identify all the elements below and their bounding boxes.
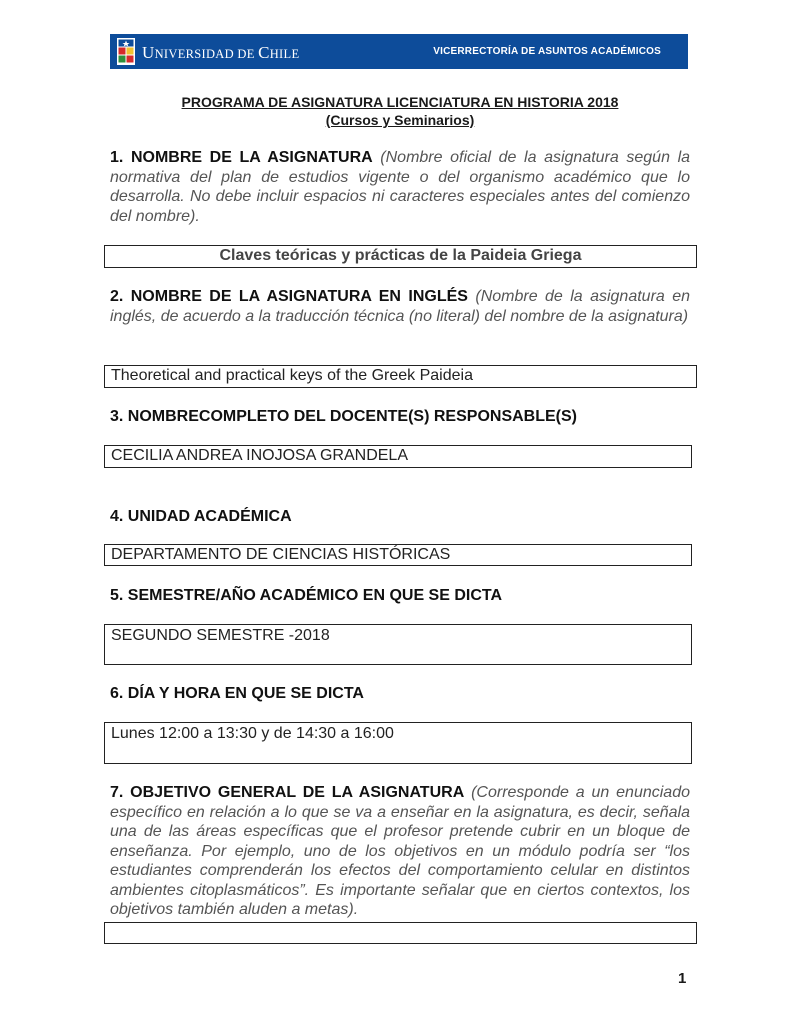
section-1-heading: 1. NOMBRE DE LA ASIGNATURA (Nombre oficial de la asignatura según la normativa del plan de estudios vigente o del organismo académico que lo desarrolla. No debe incluir espacios ni caracteres especiales antes del comienzo del nombre). <box>110 149 691 225</box>
vicerrectoria-label: VICERRECTORÍA DE ASUNTOS ACADÉMICOS <box>433 46 661 57</box>
section-3-heading: 3. NOMBRECOMPLETO DEL DOCENTE(S) RESPONSABLE(S) <box>110 408 577 425</box>
university-seal-icon <box>117 38 135 65</box>
section-7-heading: 7. OBJETIVO GENERAL DE LA ASIGNATURA (Corresponde a un enunciado específico en relación a lo que se va a enseñar en la asignatura, es decir, señala una de las áreas específicas que el profesor pretende cubrir en un bloque de enseñanza. Por ejemplo, uno de los objetivos en un módulo podría ser “los estudiantes comprenderán los efectos del comportamiento celular en distintos ambientes citoplasmáticos”. Es importante señalar que en ciertos contextos, los objetivos también aluden a metas). <box>110 784 690 918</box>
document-title: PROGRAMA DE ASIGNATURA LICENCIATURA EN HISTORIA 2018 <box>181 94 619 110</box>
section-5-heading: 5. SEMESTRE/AÑO ACADÉMICO EN QUE SE DICTA <box>110 587 503 604</box>
document-subtitle: (Cursos y Seminarios) <box>325 112 475 128</box>
university-name: UNIVERSIDAD DE CHILE <box>142 43 300 62</box>
section-2-heading: 2. NOMBRE DE LA ASIGNATURA EN INGLÉS (Nombre de la asignatura en inglés, de acuerdo a la traducción técnica (no literal) del nombre de la asignatura) <box>110 288 691 325</box>
section-4-heading: 4. UNIDAD ACADÉMICA <box>110 508 292 525</box>
section-7-value <box>104 922 697 944</box>
page-number: 1 <box>678 970 687 987</box>
section-6-value: Lunes 12:00 a 13:30 y de 14:30 a 16:00 <box>104 722 692 764</box>
section-5-value: SEGUNDO SEMESTRE -2018 <box>104 624 692 665</box>
section-6-heading: 6. DÍA Y HORA EN QUE SE DICTA <box>110 685 364 702</box>
section-3-value: CECILIA ANDREA INOJOSA GRANDELA <box>104 445 692 468</box>
section-4-value: DEPARTAMENTO DE CIENCIAS HISTÓRICAS <box>104 544 692 566</box>
section-2-value: Theoretical and practical keys of the Greek Paideia <box>104 365 697 388</box>
section-1-value: Claves teóricas y prácticas de la Paideia Griega <box>104 245 697 268</box>
header-banner <box>110 34 688 69</box>
